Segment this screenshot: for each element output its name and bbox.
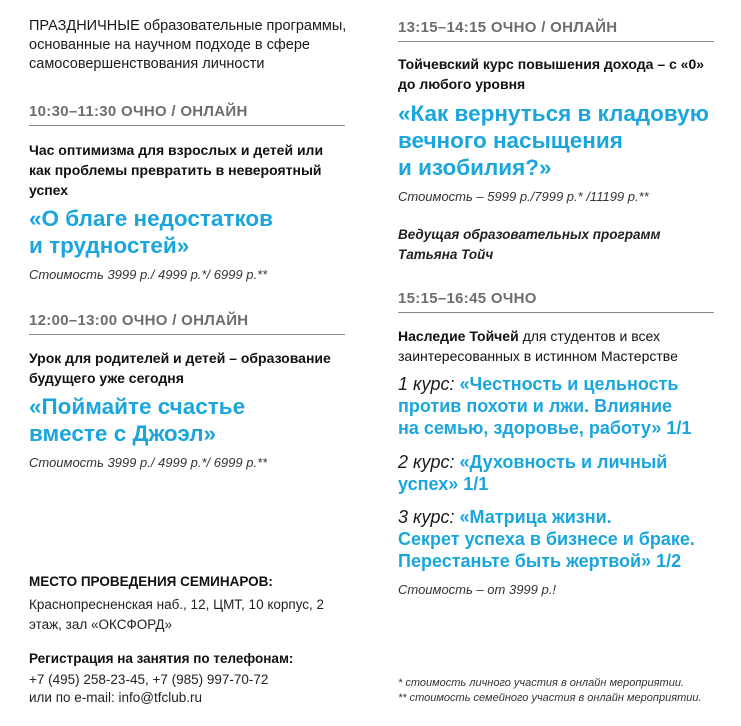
course-1-ratio: 1/1 (666, 418, 692, 438)
course-1-line2: против похоти и лжи. Влияние (398, 396, 673, 416)
slot2-subtitle: Урок для родителей и детей – образование будущего уже сегодня (29, 350, 331, 386)
course-1-line1: «Честность и цельность (459, 374, 679, 394)
slot2-title-line1: «Поймайте счастье (29, 394, 246, 419)
course-3-line1: «Матрица жизни. (459, 507, 612, 527)
course-1 (398, 373, 728, 439)
slot3-title (398, 100, 728, 181)
venue-address: Краснопресненская наб., 12, ЦМТ, 10 корпус, 2 этаж, зал «ОКСФОРД» (29, 597, 325, 632)
slot3-host-line2: Татьяна Тойч (398, 247, 494, 262)
course-3-line2: Секрет успеха в бизнесе и браке. (398, 529, 695, 549)
slot2-title (29, 393, 359, 447)
slot4-subtitle (398, 326, 714, 366)
slot1-price: Стоимость 3999 р./ 4999 р.*/ 6999 р.** (29, 267, 268, 282)
intro-text (29, 17, 349, 74)
slot3-title-line2: вечного насыщения (398, 128, 623, 153)
intro-lead: ПРАЗДНИЧНЫЕ (29, 18, 140, 34)
footnote-2: ** стоимость семейного участия в онлайн мероприятии. (398, 692, 702, 704)
slot3-host (398, 225, 714, 265)
slot4-subtitle-bold: Наследие Тойчей (398, 328, 519, 344)
slot3-time: 13:15–14:15 ОЧНО / ОНЛАЙН (398, 19, 714, 42)
course-3-line3: Перестаньте быть жертвой» (398, 551, 657, 571)
registration-phones: +7 (495) 258-23-45, +7 (985) 997-70-72 (29, 672, 269, 687)
course-2 (398, 451, 728, 495)
slot4-price: Стоимость – от 3999 р.! (398, 582, 556, 597)
course-3 (398, 506, 728, 572)
slot1-title-line1: «О благе недостатков (29, 206, 273, 231)
slot2-time: 12:00–13:00 ОЧНО / ОНЛАЙН (29, 312, 345, 335)
registration-heading: Регистрация на занятия по телефонам: (29, 651, 294, 666)
slot3-title-line1: «Как вернуться в кладовую (398, 101, 709, 126)
slot3-price: Стоимость – 5999 р./7999 р.* /11199 р.** (398, 189, 649, 204)
course-1-line3: на семью, здоровье, работу» (398, 418, 667, 438)
course-3-ratio: 1/2 (656, 551, 682, 571)
slot1-title (29, 205, 359, 259)
slot1-subtitle: Час оптимизма для взрослых и детей или как проблемы превратить в невероятный успех (29, 142, 324, 198)
slot2-title-line2: вместе с Джоэл» (29, 421, 216, 446)
slot1-time: 10:30–11:30 ОЧНО / ОНЛАЙН (29, 103, 345, 126)
slot3-title-line3: и изобилия?» (398, 155, 552, 180)
slot4-time: 15:15–16:45 ОЧНО (398, 290, 714, 313)
venue-heading: МЕСТО ПРОВЕДЕНИЯ СЕМИНАРОВ: (29, 574, 273, 589)
course-2-ratio: 1/1 (463, 474, 489, 494)
slot1-title-line2: и трудностей» (29, 233, 190, 258)
course-2-line2: успех» (398, 474, 464, 494)
registration-email: или по e-mail: info@tfclub.ru (29, 690, 203, 705)
intro-rest: образовательные программы, основанные на научном подходе в сфере самосовершенствования личности (29, 18, 347, 72)
footnote-1: * стоимость личного участия в онлайн мероприятии. (398, 677, 684, 689)
slot4-subtitle-rest: для студентов и всех заинтересованных в истинном Мастерстве (398, 328, 678, 364)
course-2-line1: «Духовность и личный (459, 452, 668, 472)
course-1-num: 1 курс: (398, 374, 460, 394)
slot3-subtitle: Тойчевский курс повышения дохода – с «0» до любого уровня (398, 56, 705, 92)
course-3-num: 3 курс: (398, 507, 460, 527)
slot3-host-line1: Ведущая образовательных программ (398, 227, 661, 242)
course-2-num: 2 курс: (398, 452, 460, 472)
slot2-price: Стоимость 3999 р./ 4999 р.*/ 6999 р.** (29, 455, 268, 470)
